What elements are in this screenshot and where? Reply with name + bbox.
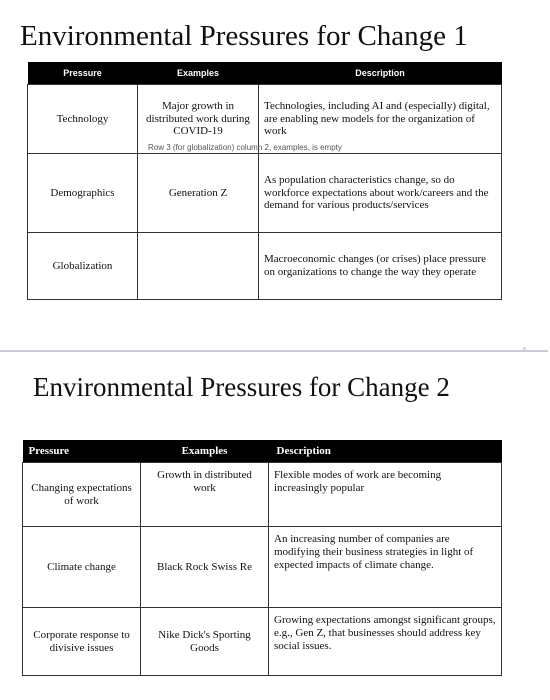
examples-cell: Generation Z	[138, 154, 259, 233]
description-cell: Flexible modes of work are becoming increasingly popular	[269, 463, 502, 527]
header-pressure: Pressure	[23, 440, 141, 463]
pressure-cell: Climate change	[23, 527, 141, 608]
header-examples: Examples	[138, 62, 259, 85]
examples-cell: Growth in distributed work	[141, 463, 269, 527]
description-cell: As population characteristics change, so do workforce expectations about work/careers and the demand for various products/services	[259, 154, 502, 233]
header-description: Description	[269, 440, 502, 463]
empty-cell-annotation: Row 3 (for globalization) column 2, examples, is empty	[148, 143, 342, 152]
pressures-table-1	[27, 62, 502, 300]
table-header-row	[23, 440, 502, 463]
description-cell: Technologies, including AI and (especially) digital, are enabling new models for the organization of work	[259, 85, 502, 154]
slide-1-title: Environmental Pressures for Change 1	[20, 20, 468, 52]
table-row	[23, 527, 502, 608]
slide-2	[0, 360, 550, 700]
header-pressure: Pressure	[28, 62, 138, 85]
description-cell: An increasing number of companies are modifying their business strategies in light of expected impacts of climate change.	[269, 527, 502, 608]
examples-cell: Major growth in distributed work during COVID-19	[138, 85, 259, 154]
table-row	[23, 608, 502, 676]
pressures-table-2	[22, 440, 502, 676]
pressure-cell: Changing expectations of work	[23, 463, 141, 527]
examples-cell: Black Rock Swiss Re	[141, 527, 269, 608]
table-row	[28, 233, 502, 300]
examples-cell	[138, 233, 259, 300]
table-row	[23, 463, 502, 527]
table-header-row	[28, 62, 502, 85]
pressure-cell: Corporate response to divisive issues	[23, 608, 141, 676]
pressure-cell: Globalization	[28, 233, 138, 300]
slide-2-title: Environmental Pressures for Change 2	[33, 372, 450, 402]
slide-divider	[0, 350, 548, 352]
pressure-cell: Technology	[28, 85, 138, 154]
description-cell: Growing expectations amongst significant groups, e.g., Gen Z, that businesses should address key social issues.	[269, 608, 502, 676]
header-description: Description	[259, 62, 502, 85]
description-cell: Macroeconomic changes (or crises) place pressure on organizations to change the way they operate	[259, 233, 502, 300]
pressure-cell: Demographics	[28, 154, 138, 233]
examples-cell: Nike Dick's Sporting Goods	[141, 608, 269, 676]
scroll-dot-icon	[523, 347, 526, 350]
header-examples: Examples	[141, 440, 269, 463]
table-row	[28, 154, 502, 233]
